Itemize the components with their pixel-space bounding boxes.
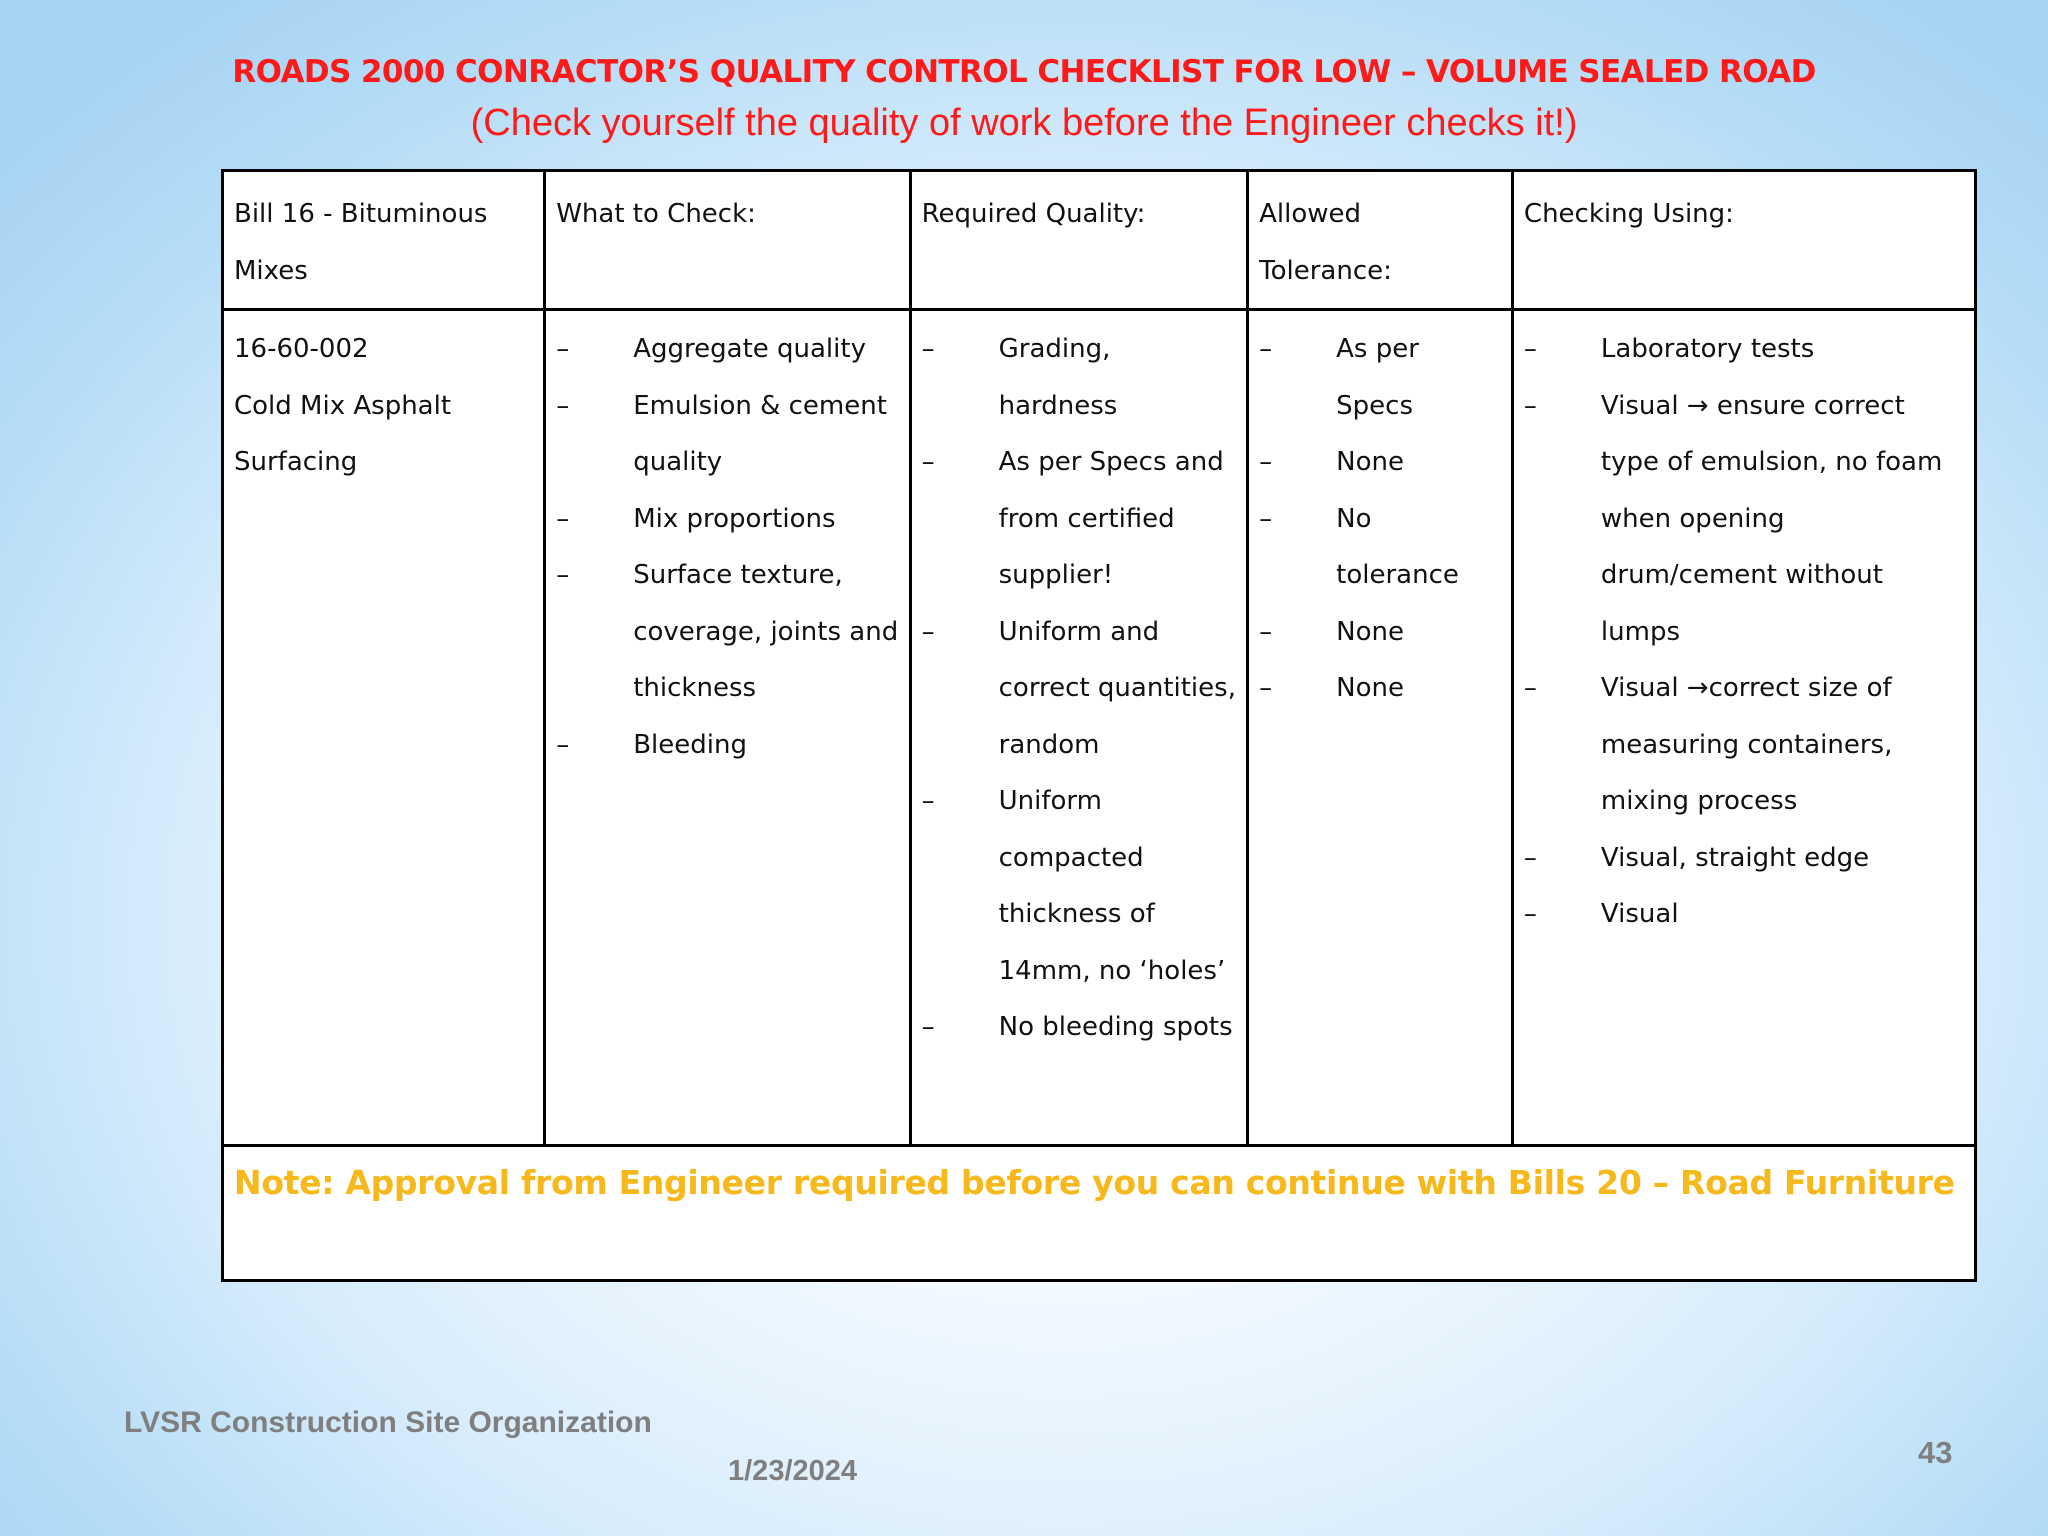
list-item-text (633, 717, 898, 774)
list-item-line: drum/cement without (1600, 560, 1883, 590)
list-item (1259, 434, 1501, 491)
bill-code: 16-60-002 (234, 334, 369, 364)
header-checking-using (1512, 171, 1975, 310)
list-item-text (999, 434, 1237, 604)
what-to-check-cell (545, 310, 910, 1146)
dash-bullet: – (1259, 616, 1273, 647)
list-item-line: 14mm, no ‘holes’ (998, 955, 1226, 986)
list-item-text (999, 321, 1237, 434)
list-item-text (1336, 321, 1501, 434)
list-item-line: None (1336, 616, 1404, 647)
list-item (556, 547, 898, 717)
header-what-to-check (545, 171, 910, 310)
list-item (556, 717, 898, 774)
approval-note: Note: Approval from Engineer required before you can continue with Bills 20 – Road Furniture (234, 1163, 1955, 1202)
list-item-line: Aggregate quality (633, 334, 866, 364)
list-item (556, 378, 898, 491)
list-item (1524, 886, 1964, 943)
dash-bullet: – (1523, 899, 1537, 929)
header-what-line: What to Check: (556, 199, 756, 229)
list-item-text (999, 773, 1237, 999)
list-item-line: coverage, joints and (633, 616, 899, 647)
list-item-line: Emulsion & cement (633, 390, 887, 421)
page-number: 43 (1918, 1435, 1953, 1470)
dash-bullet: – (1259, 334, 1273, 364)
dash-bullet: – (921, 334, 935, 364)
list-item-line: Uniform and (998, 616, 1160, 647)
list-item-text (1601, 886, 1964, 943)
list-item (1259, 660, 1501, 717)
list-item-line: type of emulsion, no foam (1600, 447, 1943, 477)
list-item-text (633, 321, 898, 378)
dash-bullet: – (1259, 503, 1273, 534)
list-item-text (1336, 660, 1501, 717)
required-quality-cell (910, 310, 1248, 1146)
list-item-text (633, 547, 898, 717)
list-item-line: None (1336, 447, 1404, 477)
header-quality-line: Required Quality: (921, 199, 1146, 229)
list-item-line: correct quantities, (998, 673, 1236, 703)
list-item-text (1601, 830, 1964, 887)
list-item-line: No bleeding spots (998, 1012, 1233, 1042)
dash-bullet: – (921, 1012, 935, 1042)
list-item-line: measuring containers, (1600, 729, 1893, 760)
list-item-line: As per Specs and (998, 447, 1224, 477)
list-item (1259, 604, 1501, 661)
table-header-row (223, 171, 1976, 310)
list-item (922, 434, 1237, 604)
allowed-tolerance-cell (1248, 310, 1513, 1146)
list-item (1259, 321, 1501, 434)
dash-bullet: – (1523, 390, 1537, 421)
list-item-line: random (998, 729, 1100, 760)
list-item-line: Surface texture, (633, 560, 843, 590)
dash-bullet: – (556, 334, 570, 364)
dash-bullet: – (1523, 673, 1537, 703)
note-cell (223, 1146, 1976, 1281)
list-item-text (999, 604, 1237, 774)
list-item (1524, 830, 1964, 887)
list-item (556, 491, 898, 548)
list-item-line: As per Specs (1336, 334, 1419, 421)
header-bill-line: Bill 16 - Bituminous (234, 199, 488, 229)
bill-description-line: Cold Mix Asphalt (234, 390, 452, 421)
list-item-line: Laboratory tests (1600, 334, 1815, 364)
list-item-line: Visual (1600, 899, 1679, 929)
list-item-text (633, 491, 898, 548)
list-item (922, 604, 1237, 774)
header-bill (223, 171, 545, 310)
list-item-line: None (1336, 673, 1404, 703)
list-item-line: supplier! (998, 560, 1114, 590)
list-item-line: Mix proportions (633, 503, 836, 534)
list-item (922, 321, 1237, 434)
note-row (223, 1146, 1976, 1281)
header-required-quality (910, 171, 1248, 310)
dash-bullet: – (921, 786, 935, 816)
list-item-line: when opening (1600, 503, 1785, 534)
list-item-line: Grading, hardness (998, 334, 1118, 421)
list-item-line: from certified (998, 503, 1175, 534)
dash-bullet: – (1259, 447, 1273, 477)
list-item (1259, 491, 1501, 604)
list-item-line: Bleeding (633, 729, 747, 760)
list-item-line: No tolerance (1336, 503, 1459, 590)
list-item (922, 773, 1237, 999)
dash-bullet: – (921, 447, 935, 477)
dash-bullet: – (556, 729, 570, 760)
slide-title: ROADS 2000 CONRACTOR’S QUALITY CONTROL CHECKLIST FOR LOW – VOLUME SEALED ROAD (232, 54, 1816, 90)
list-item-text (1601, 321, 1964, 378)
dash-bullet: – (1259, 673, 1273, 703)
list-item-text (999, 999, 1237, 1056)
dash-bullet: – (556, 390, 570, 421)
list-item-text (1601, 660, 1964, 830)
bill-item-cell (223, 310, 545, 1146)
header-checking-line: Checking Using: (1523, 199, 1734, 229)
list-item-line: thickness of (998, 899, 1155, 929)
footer-date: 1/23/2024 (728, 1455, 858, 1487)
dash-bullet: – (1523, 334, 1537, 364)
list-item-text (1601, 378, 1964, 661)
list-item-line: Uniform (998, 786, 1102, 816)
list-item-line: compacted (998, 842, 1144, 873)
header-bill-line: Mixes (234, 255, 308, 286)
list-item-text (1336, 434, 1501, 491)
header-tolerance-line: Allowed (1259, 199, 1362, 229)
list-item (556, 321, 898, 378)
list-item (922, 999, 1237, 1056)
bill-description-line: Surfacing (234, 447, 358, 477)
checking-using-cell (1512, 310, 1975, 1146)
list-item-line: quality (633, 447, 723, 477)
quality-checklist-table (221, 169, 1977, 1282)
header-tolerance-line: Tolerance: (1259, 255, 1392, 286)
footer-title: LVSR Construction Site Organization (124, 1406, 652, 1439)
table-row (223, 310, 1976, 1146)
header-allowed-tolerance (1248, 171, 1513, 310)
slide-subtitle: (Check yourself the quality of work before the Engineer checks it!) (470, 102, 1578, 144)
list-item-line: Visual, straight edge (1600, 842, 1870, 873)
list-item-text (633, 378, 898, 491)
dash-bullet: – (1523, 842, 1537, 873)
list-item-line: mixing process (1600, 786, 1798, 816)
dash-bullet: – (556, 560, 570, 590)
dash-bullet: – (556, 503, 570, 534)
dash-bullet: – (921, 616, 935, 647)
list-item-text (1336, 491, 1501, 604)
list-item (1524, 660, 1964, 830)
list-item (1524, 378, 1964, 661)
list-item-line: lumps (1600, 616, 1681, 647)
list-item-line: Visual →correct size of (1600, 673, 1892, 703)
list-item-line: Visual → ensure correct (1600, 390, 1905, 421)
list-item-line: thickness (633, 673, 757, 703)
list-item-text (1336, 604, 1501, 661)
list-item (1524, 321, 1964, 378)
